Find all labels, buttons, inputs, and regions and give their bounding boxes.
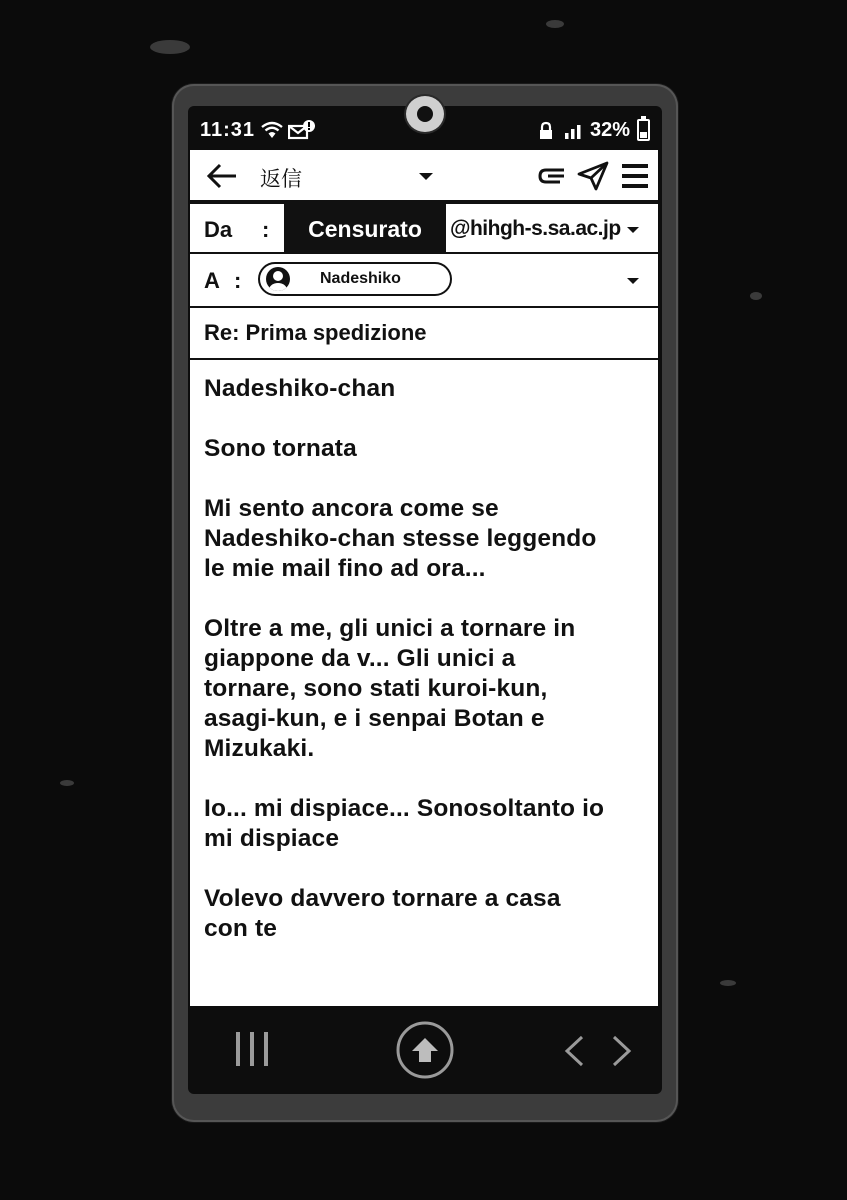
back-arrow-icon[interactable] [204,160,240,192]
back-forward-icon[interactable] [562,1034,634,1068]
background-speck [546,20,564,28]
subject-field[interactable]: Re: Prima spedizione [204,320,427,345]
body-paragraph: Nadeshiko-chan [204,375,396,402]
lock-icon [538,121,554,147]
background-speck [750,292,762,300]
chevron-down-icon[interactable] [624,221,642,239]
status-bar [190,110,658,150]
to-row [190,254,658,308]
to-label: A [204,268,220,293]
mail-compose-screen [190,150,658,1006]
to-colon: : [234,268,242,293]
status-time: 11:31 [200,119,256,141]
body-paragraph: Oltre a me, gli unici a tornare in giappone da v... Gli unici a tornare, sono stati kuroi-kun, asagi-kun, e i senpai Botan e Mizukaki. [204,615,576,762]
recipient-chip[interactable] [258,262,452,296]
recents-icon[interactable] [232,1030,272,1068]
mail-notification-icon [288,120,316,146]
sender-domain[interactable]: @hihgh-s.sa.ac.jp [450,217,621,240]
send-icon[interactable] [576,160,610,192]
body-paragraph: Sono tornata [204,435,357,462]
from-colon: : [262,217,270,242]
home-icon[interactable] [395,1020,455,1080]
message-body[interactable] [204,374,650,974]
from-label: Da [204,217,233,242]
chevron-down-icon[interactable] [416,166,436,186]
battery-percent: 32% [590,119,631,141]
navigation-bar [190,1006,658,1092]
toolbar-title: 返信 [260,168,302,191]
censored-sender-name: Censurato [284,204,446,254]
attachment-icon[interactable] [536,162,568,190]
body-paragraph: Io... mi dispiace... Sonosoltanto io mi dispiace [204,795,605,852]
wifi-icon [260,120,284,146]
chevron-down-icon[interactable] [624,272,642,290]
background-speck [150,40,190,54]
compose-toolbar [190,150,658,202]
body-paragraph: Volevo davvero tornare a casa con te [204,885,561,942]
background-speck [720,980,736,986]
signal-icon [564,121,586,147]
recipient-name: Nadeshiko [320,270,401,287]
body-paragraph: Mi sento ancora come se Nadeshiko-chan stesse leggendo le mie mail fino ad ora... [204,495,597,582]
avatar-icon [266,267,290,291]
from-row [190,202,658,254]
subject-row[interactable] [190,308,658,360]
menu-icon[interactable] [620,162,650,190]
background-speck [60,780,74,786]
battery-icon [637,119,650,141]
